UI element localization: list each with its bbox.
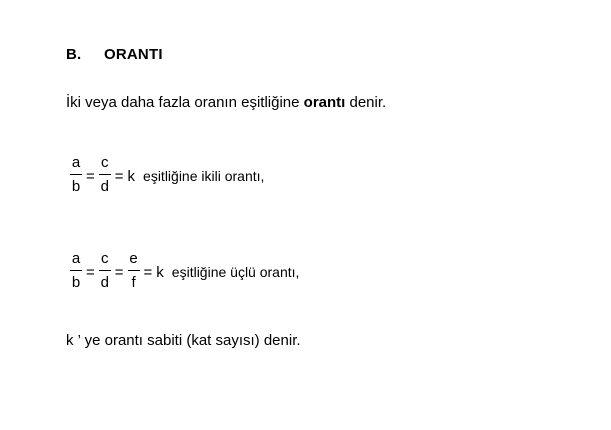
fraction-bar (99, 270, 111, 271)
denominator: d (100, 178, 109, 195)
numerator: a (71, 250, 81, 267)
binary-proportion-equation (70, 152, 264, 198)
equals-sign: = (86, 167, 95, 185)
proportion-constant: k (127, 167, 136, 185)
fraction-a-over-b (70, 250, 82, 292)
equation-description: eşitliğine ikili orantı, (143, 168, 265, 184)
equals-sign: = (114, 263, 124, 281)
fraction-c-over-d (99, 154, 111, 196)
proportion-constant: k (156, 263, 164, 281)
fraction-a-over-b (70, 154, 82, 196)
fraction-bar (70, 174, 82, 175)
equals-sign: = (143, 263, 153, 281)
fraction-e-over-f (128, 250, 140, 292)
section-title: ORANTI (104, 46, 163, 63)
denominator: d (100, 274, 109, 291)
intro-text-before: İki veya daha fazla oranın eşitliğine (66, 94, 304, 111)
intro-keyword: orantı (303, 94, 346, 111)
equals-sign: = (86, 263, 95, 281)
section-heading (66, 46, 163, 63)
fraction-bar (99, 174, 111, 175)
fraction-bar (70, 270, 82, 271)
fraction-bar (128, 270, 140, 271)
denominator: b (71, 274, 81, 291)
intro-sentence (66, 94, 386, 111)
equation-description: eşitliğine üçlü orantı, (171, 264, 300, 280)
equals-sign: = (114, 167, 124, 185)
denominator: f (131, 274, 136, 291)
intro-text-after: denir. (345, 94, 387, 111)
denominator: b (71, 178, 81, 195)
constant-definition: k ’ ye orantı sabiti (kat sayısı) denir. (66, 332, 301, 349)
numerator: a (71, 154, 81, 171)
numerator: c (101, 154, 109, 171)
ternary-proportion-equation (70, 248, 299, 294)
fraction-c-over-d (99, 250, 111, 292)
section-number: B. (66, 46, 82, 63)
numerator: e (129, 250, 138, 267)
numerator: c (101, 250, 109, 267)
